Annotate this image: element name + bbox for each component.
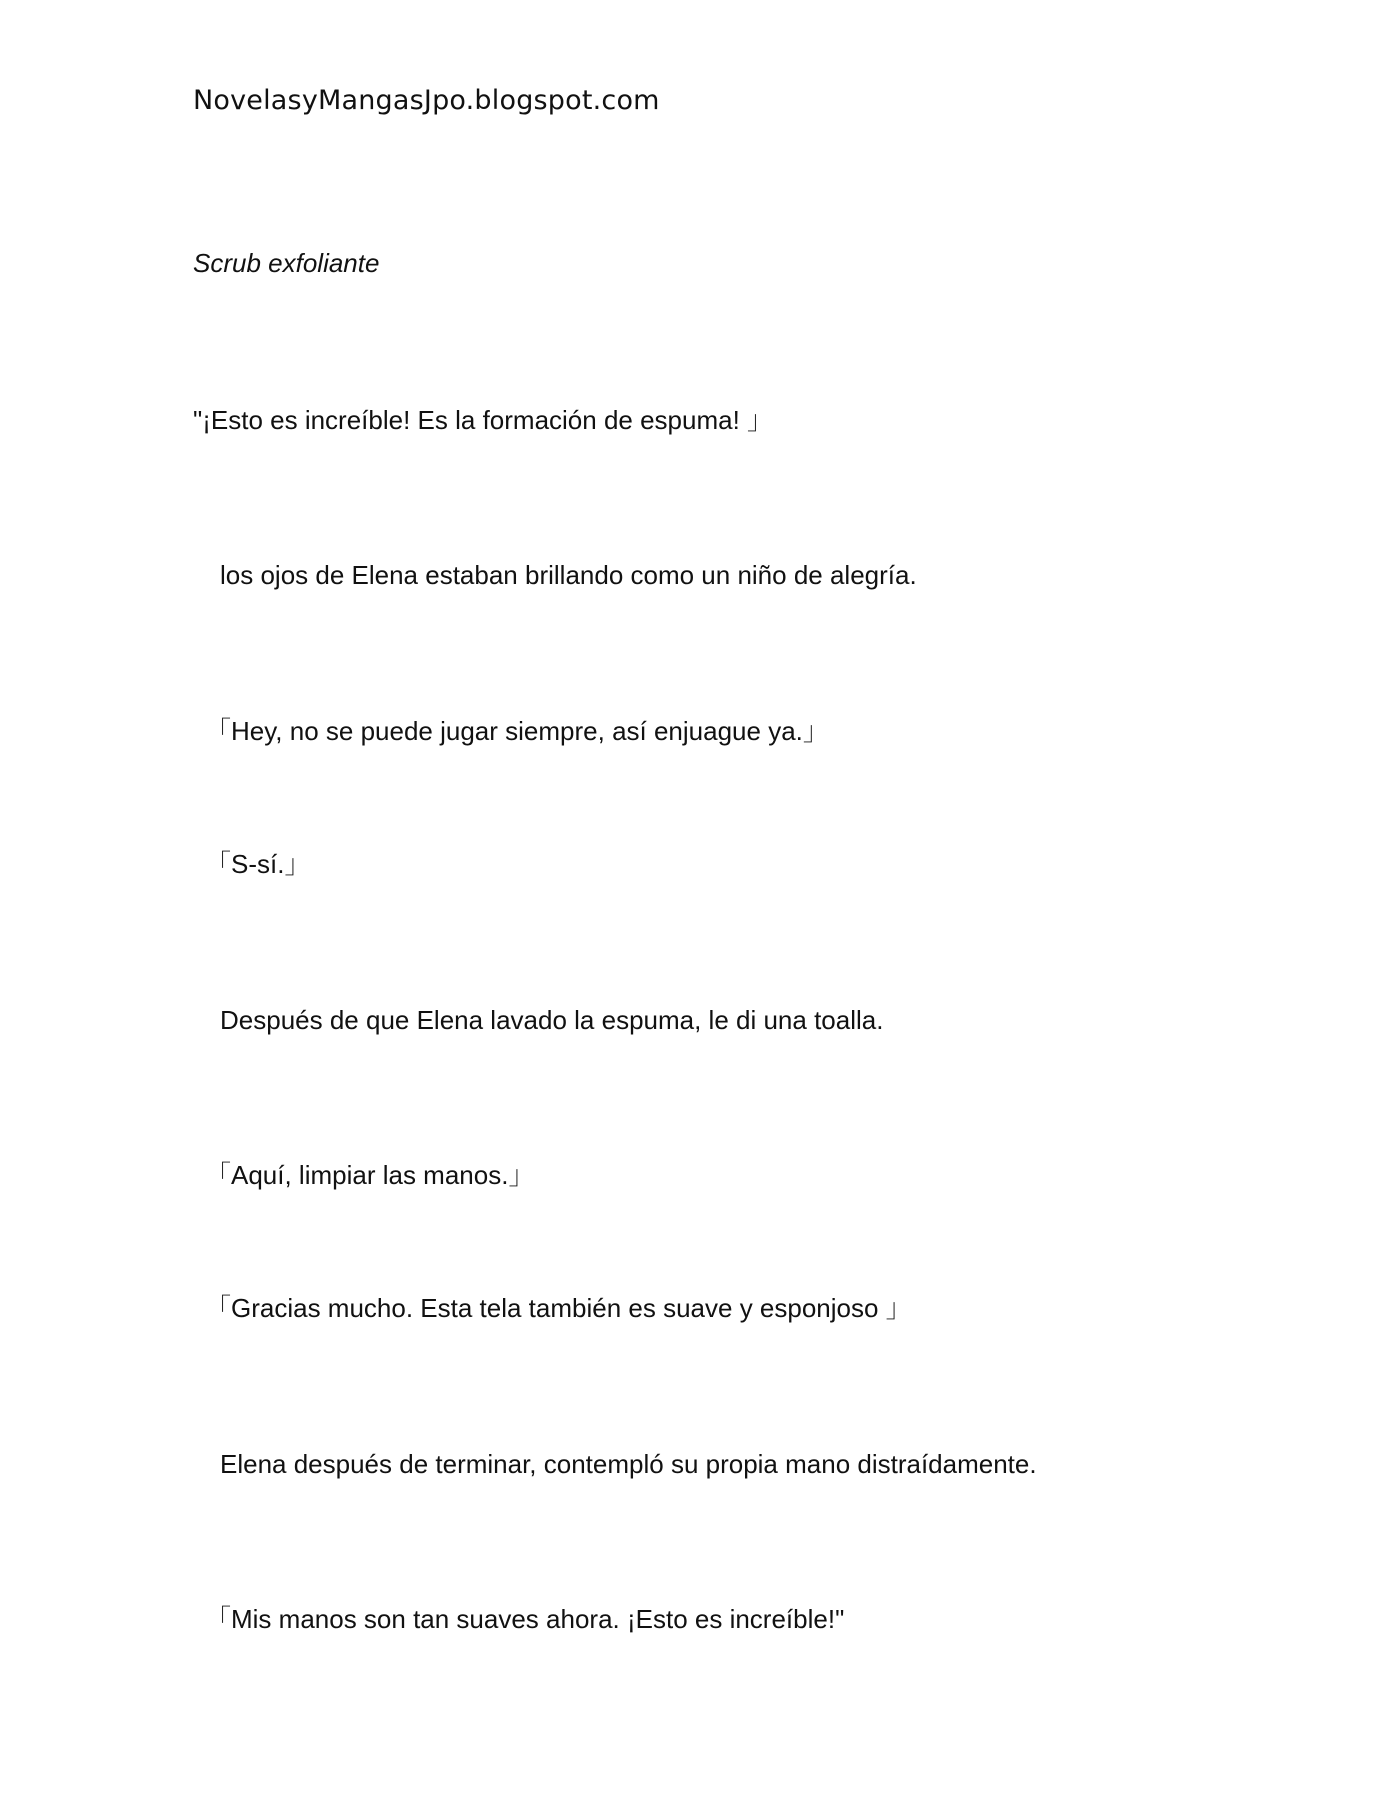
text-line: Elena después de terminar, contempló su propia mano distraídamente.	[220, 1449, 1037, 1479]
text-line: 「Mis manos son tan suaves ahora. ¡Esto es increíble!"	[205, 1604, 845, 1634]
text-line: "¡Esto es increíble! Es la formación de espuma! 」	[193, 405, 774, 435]
text-line: 「Gracias mucho. Esta tela también es suave y esponjoso 」	[205, 1293, 912, 1323]
text-line: 「S-sí.」	[205, 849, 311, 879]
site-header: NovelasyMangasJpo.blogspot.com	[193, 85, 660, 116]
text-line: los ojos de Elena estaban brillando como un niño de alegría.	[220, 560, 917, 590]
text-line: 「Aquí, limpiar las manos.」	[205, 1160, 535, 1190]
text-line: 「Hey, no se puede jugar siempre, así enjuague ya.」	[205, 716, 829, 746]
text-line: Después de que Elena lavado la espuma, le di una toalla.	[220, 1005, 884, 1035]
chapter-title: Scrub exfoliante	[193, 248, 380, 278]
